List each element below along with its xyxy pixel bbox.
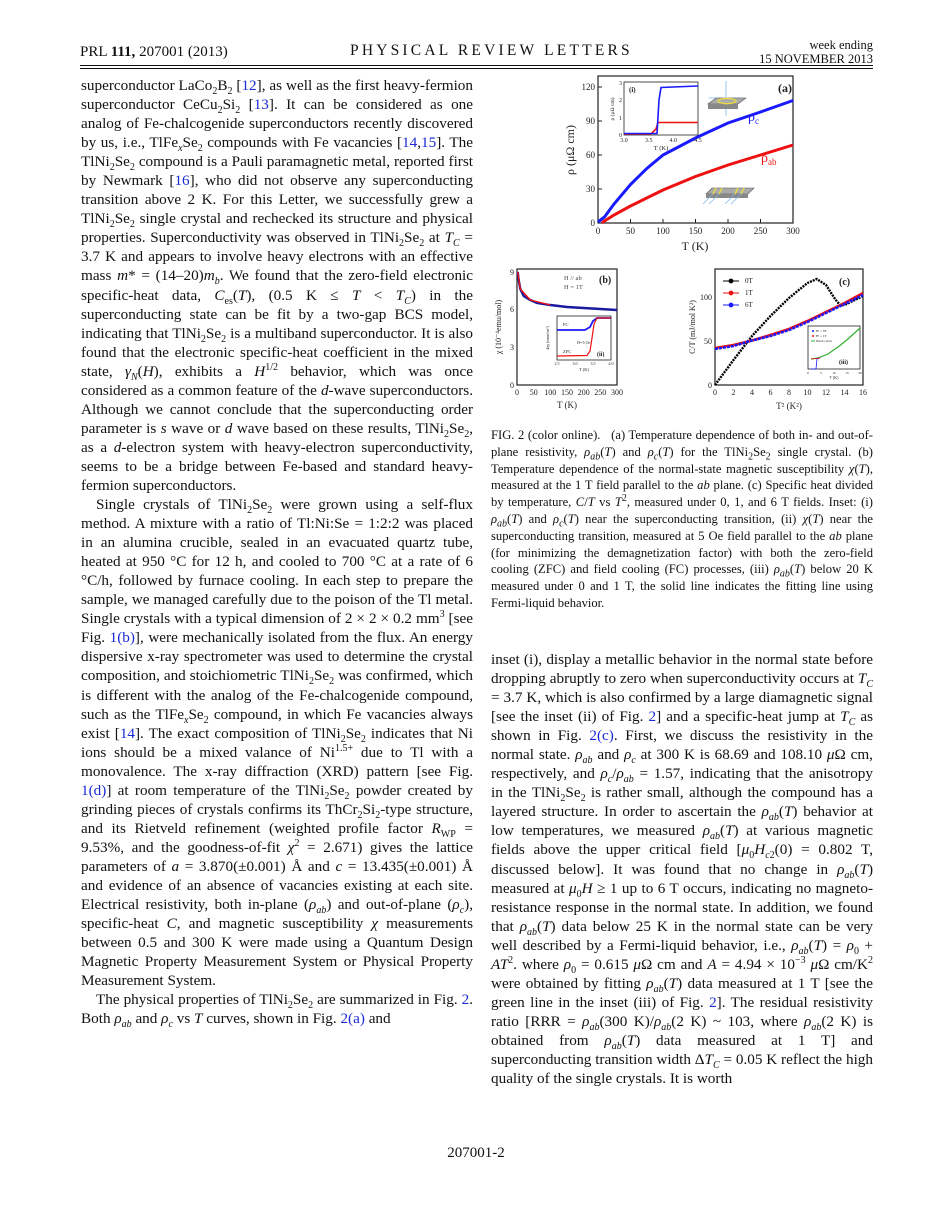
svg-text:(a): (a) (778, 81, 792, 95)
svg-text:T (K): T (K) (653, 145, 669, 152)
svg-text:2: 2 (731, 388, 736, 397)
svg-text:10: 10 (803, 388, 812, 397)
issue-date: week ending 15 NOVEMBER 2013 (759, 38, 873, 66)
svg-text:ρ (μΩ cm): ρ (μΩ cm) (563, 125, 577, 175)
svg-text:T (K): T (K) (556, 400, 578, 410)
svg-text:90: 90 (586, 116, 595, 126)
figure-link[interactable]: 2 (709, 993, 717, 1011)
panel-b (494, 268, 623, 410)
svg-text:250: 250 (753, 226, 768, 236)
svg-text:T (K): T (K) (578, 367, 590, 372)
ref-link[interactable]: 14 (402, 134, 418, 152)
svg-text:2.5: 2.5 (554, 361, 560, 366)
panel-c (688, 269, 867, 411)
svg-text:(b): (b) (599, 275, 612, 286)
svg-text:6: 6 (768, 388, 773, 397)
paragraph-3: The physical properties of $TlNi_2Se_2$ are summarized in Fig. 2. Both $\rho_{ab}$ and $\rho_c$ vs T curves, shown in Fig. 2(a) and (81, 991, 474, 1031)
svg-text:3.5: 3.5 (590, 361, 596, 366)
svg-text:H = 1T: H = 1T (564, 284, 583, 291)
svg-text:1: 1 (619, 116, 622, 122)
svg-text:0: 0 (619, 133, 622, 139)
svg-text:χ (10⁻⁴emu/mol): χ (10⁻⁴emu/mol) (494, 299, 503, 355)
svg-text:200: 200 (721, 226, 735, 236)
svg-text:15: 15 (845, 371, 849, 375)
rho-c-label: $\rho_c$ (748, 110, 759, 126)
svg-text:0: 0 (708, 381, 712, 390)
svg-text:0T: 0T (745, 277, 753, 285)
svg-text:10: 10 (832, 371, 836, 375)
svg-text:4πχ (emu/cm³): 4πχ (emu/cm³) (545, 326, 550, 350)
svg-text:16: 16 (859, 388, 867, 397)
svg-text:6: 6 (510, 305, 514, 314)
svg-text:1T: 1T (745, 289, 753, 297)
svg-text:(ii): (ii) (597, 352, 605, 358)
svg-text:H=5 Oe: H=5 Oe (577, 340, 591, 345)
svg-text:8: 8 (787, 388, 791, 397)
svg-text:3.0: 3.0 (572, 361, 578, 366)
svg-text:120: 120 (581, 82, 595, 92)
svg-text:300: 300 (786, 226, 800, 236)
svg-text:fitted curve: fitted curve (816, 339, 833, 343)
figure-caption: FIG. 2 (color online). (a) Temperature dependence of both in- and out-of-plane resistivity, $\rho_{ab}(T)$ and $\rho_c(T)$ for the $TlNi_2Se_2$ single crystal. (b) Temperature dependence of the normal-state magnetic susceptibility χ(T), measured at the 1 T field parallel to the ab plane. (c) Specific heat divided by temperature, C/T vs $T^2$, measured under 0, 1, and 6 T fields. Inset: (i) $\rho_{ab}(T)$ and $\rho_c(T)$ near the superconducting transition, (ii) χ(T) near the superconducting transition, measured at 5 Oe field parallel to the ab plane (for minimizing the demagnetization factor) with both the zero-field cooling (ZFC) and field cooling (FC) processes, (iii) $\rho_{ab}(T)$ below 20 K measured under 0 and 1 T, the solid line indicates the fitting line using Fermi-liquid behavior. (491, 428, 874, 610)
figure-link[interactable]: 1(d) (81, 781, 107, 799)
ref-link[interactable]: 15 (421, 134, 437, 152)
svg-text:4.0: 4.0 (608, 361, 614, 366)
svg-text:0: 0 (515, 388, 519, 397)
svg-text:3: 3 (510, 343, 514, 352)
svg-text:T² (K²): T² (K²) (776, 401, 802, 411)
ref-link[interactable]: 14 (119, 724, 135, 742)
svg-text:9: 9 (510, 268, 514, 277)
header-rule (80, 65, 873, 69)
svg-text:100: 100 (656, 226, 670, 236)
svg-text:H // ab: H // ab (564, 275, 582, 282)
figure-link[interactable]: 2 (648, 708, 657, 726)
ref-link[interactable]: 16 (174, 172, 190, 190)
paragraph-4: inset (i), display a metallic behavior in the normal state before dropping abruptly to zero when superconductivity occurs at $T_C = 3.7$ K, which is also confirmed by a large diamagnetic signal [see the inset (ii) of Fig. 2] and a specific-heat jump at $T_C$ as shown in Fig. 2(c). First, we discuss the resistivity in the normal state. $\rho_{ab}$ and $\rho_c$ at 300 K is 68.69 and 108.10 μΩ cm, respectively, and $\rho_c/\rho_{ab} = 1.57$, indicating that the anisotropy in the $TlNi_2Se_2$ is rather small, although the compound has a layered structure. In order to ascertain the $\rho_{ab}(T)$ behavior at low temperatures, we measured $\rho_{ab}(T)$ at various magnetic fields above the upper critical field [$\mu_0H_{c2}(0) = 0.802$ T, discussed below]. It was found that no change in $\rho_{ab}(T)$ measured at $\mu_0H \ge 1$ up to 6 T occurs, indicating no magneto-resistance response in the normal state. In addition, we found that $\rho_{ab}(T)$ data below 25 K in the normal state can be very well described by a Fermi-liquid behavior, i.e., $\rho_{ab}(T) = \rho_0 + AT^2$. where $\rho_0 = 0.615$ μΩ cm and $A = 4.94 \times 10^{-3}$ μΩ $cm/K^2$ were obtained by fitting $\rho_{ab}(T)$ data measured at 1 T [see the green line in the inset (iii) of Fig. 2]. The residual resistivity ratio [$RRR = \rho_{ab}(300$ $K)/\rho_{ab}(2$ K) ~ 103, where $\rho_{ab}(2$ K) is obtained from $\rho_{ab}(T)$ data measured at 1 T] and superconducting transition width $\Delta T_C = 0.05$ K reflect the high quality of the single crystals. It is worth (491, 651, 874, 1088)
svg-text:ZFC: ZFC (563, 349, 572, 354)
journal-title: PHYSICAL REVIEW LETTERS (350, 42, 633, 59)
paragraph-1: superconductor $LaCo_2B_2$ [12], as well as the first heavy-fermion superconductor $CeCu_2Si_2$ [13]. It can be considered as one analog of Fe-chalcogenide superconductors recently discovered by us, i.e., $TlFe_xSe_2$ compounds with Fe vacancies [14,15]. The $TlNi_2Se_2$ compound is a Pauli paramagnetic metal, reported first by Newmark [16], who did not observe any superconducting transition above 2 K. For this Letter, we successfully grew a $TlNi_2Se_2$ single crystal and rechecked its structure and physical properties. Superconductivity was observed in $TlNi_2Se_2$ at $T_C = 3.7$ K and appears to involve heavy electrons with an effective mass $m* = (14-20)m_b$. We found that the zero-field electronic specific-heat data, $C_{es}(T)$, (0.5 $K \le T < T_C$) in the superconducting state can be fit by a two-gap BCS model, indicating that $TlNi_2Se_2$ is a multiband superconductor. It is also found that the electronic specific-heat coefficient in the mixed state, $\gamma_N(H)$, exhibits a $H^{1/2}$ behavior, which was once considered as a common feature of the d-wave superconductors. Although we cannot conclude that the superconducting order parameter is s wave or d wave based on these results, $TlNi_2Se_2$, as a d-electron system with heavy-electron superconductivity, seems to be a bridge between Fe-based and standard heavy-fermion superconductors. (81, 77, 474, 494)
svg-text:4.0: 4.0 (669, 138, 678, 144)
svg-text:14: 14 (840, 388, 849, 397)
svg-text:3.0: 3.0 (620, 138, 628, 144)
svg-text:0: 0 (807, 371, 809, 375)
svg-text:50: 50 (529, 388, 538, 397)
svg-text:300: 300 (611, 388, 623, 397)
svg-text:150: 150 (561, 388, 573, 397)
svg-text:20: 20 (858, 371, 862, 375)
svg-text:12: 12 (822, 388, 830, 397)
svg-text:T (K): T (K) (829, 375, 839, 380)
figure-link[interactable]: 1(b) (109, 629, 135, 647)
left-column (81, 76, 474, 1031)
svg-text:30: 30 (586, 184, 595, 194)
svg-text:4: 4 (750, 388, 754, 397)
svg-text:100: 100 (544, 388, 557, 397)
running-header (80, 38, 873, 64)
ref-link[interactable]: 12 (241, 77, 257, 94)
svg-text:4.5: 4.5 (694, 138, 702, 144)
svg-text:2: 2 (619, 98, 622, 104)
figure-link[interactable]: 2 (461, 991, 470, 1009)
svg-text:(iii): (iii) (839, 360, 848, 366)
svg-text:0: 0 (510, 381, 514, 390)
svg-text:50: 50 (626, 226, 635, 236)
figure-link[interactable]: 2(c) (589, 727, 614, 745)
figure-2 (491, 72, 873, 427)
svg-text:C/T (mJ/mol K²): C/T (mJ/mol K²) (688, 300, 697, 354)
svg-text:H' = 0T: H' = 0T (816, 329, 827, 333)
right-column (491, 650, 873, 1088)
svg-text:H' = 1T: H' = 1T (816, 334, 827, 338)
svg-text:ρ (μΩ cm): ρ (μΩ cm) (610, 97, 616, 121)
paragraph-2: Single crystals of $TlNi_2Se_2$ were grown using a self-flux method. A mixture with a ratio of Tl:Ni:Se = 1:2:2 was placed in an alumina crucible, sealed in an evacuated quartz tube, heated at 950 °C for 12 h, and cooled to 700 °C at a rate of 6 °C/h, followed by furnace cooling. In each step to prepare the sample, we managed carefully due to the poison of the Tl metal. Single crystals with a typical dimension of 2 × 2 × 0.2 $mm^3$ [see Fig. 1(b)], were mechanically isolated from the flux. An energy dispersive x-ray spectrometer was used to determine the crystal composition, and stoichiometric $TlNi_2Se_2$ was confirmed, which is different with the analog of the Fe-chalcogenide compound, such as the $TlFe_xSe_2$ compound, in which Fe vacancies always exist [14]. The exact composition of $TlNi_2Se_2$ indicates that Ni ions should be a mixed valance of $Ni^{1.5+}$ due to Tl with a monovalence. The x-ray diffraction (XRD) pattern [see Fig. 1(d)] at room temperature of the $TlNi_2Se_2$ powder created by grinding pieces of crystals confirms its $ThCr_2Si_2$-type structure, and its Rietveld refinement (weighted profile factor $R_{WP} = 9.53\%$, and the goodness-of-fit $\chi^2 = 2.671$) gives the lattice parameters of a = 3.870(±0.001) Å and c = 13.435(±0.001) Å and evidence of an absence of vacancies existing at each site. Electrical resistivity, both in-plane $(\rho_{ab})$ and out-of-plane $(\rho_c)$, specific-heat C, and magnetic susceptibility χ measurements between 0.5 and 300 K were made using a Quantum Design Magnetic Property Measurement System or Physical Property Measurement System. (81, 496, 473, 990)
page-number: 207001-2 (447, 1145, 505, 1161)
svg-text:FC: FC (563, 322, 569, 327)
svg-text:T (K): T (K) (681, 239, 709, 253)
svg-text:6T: 6T (745, 301, 753, 309)
figure-link[interactable]: 2(a) (340, 1010, 365, 1028)
svg-text:(i): (i) (629, 86, 636, 94)
svg-text:3: 3 (619, 81, 622, 87)
rho-ab-label: $\rho_{ab}$ (761, 151, 777, 167)
svg-text:200: 200 (577, 388, 590, 397)
svg-text:60: 60 (586, 150, 595, 160)
svg-text:3.5: 3.5 (644, 138, 653, 144)
svg-text:50: 50 (704, 337, 712, 346)
svg-text:250: 250 (594, 388, 607, 397)
svg-text:0: 0 (713, 388, 717, 397)
svg-text:150: 150 (688, 226, 703, 236)
svg-text:(c): (c) (839, 277, 851, 288)
svg-text:0: 0 (590, 218, 595, 228)
panel-a (563, 76, 800, 253)
citation: PRL 111, 207001 (2013) (80, 44, 228, 60)
svg-text:100: 100 (700, 293, 712, 302)
svg-text:5: 5 (820, 371, 822, 375)
figure-2-graphic (491, 72, 873, 427)
ref-link[interactable]: 13 (253, 96, 269, 114)
svg-text:0: 0 (595, 226, 601, 236)
